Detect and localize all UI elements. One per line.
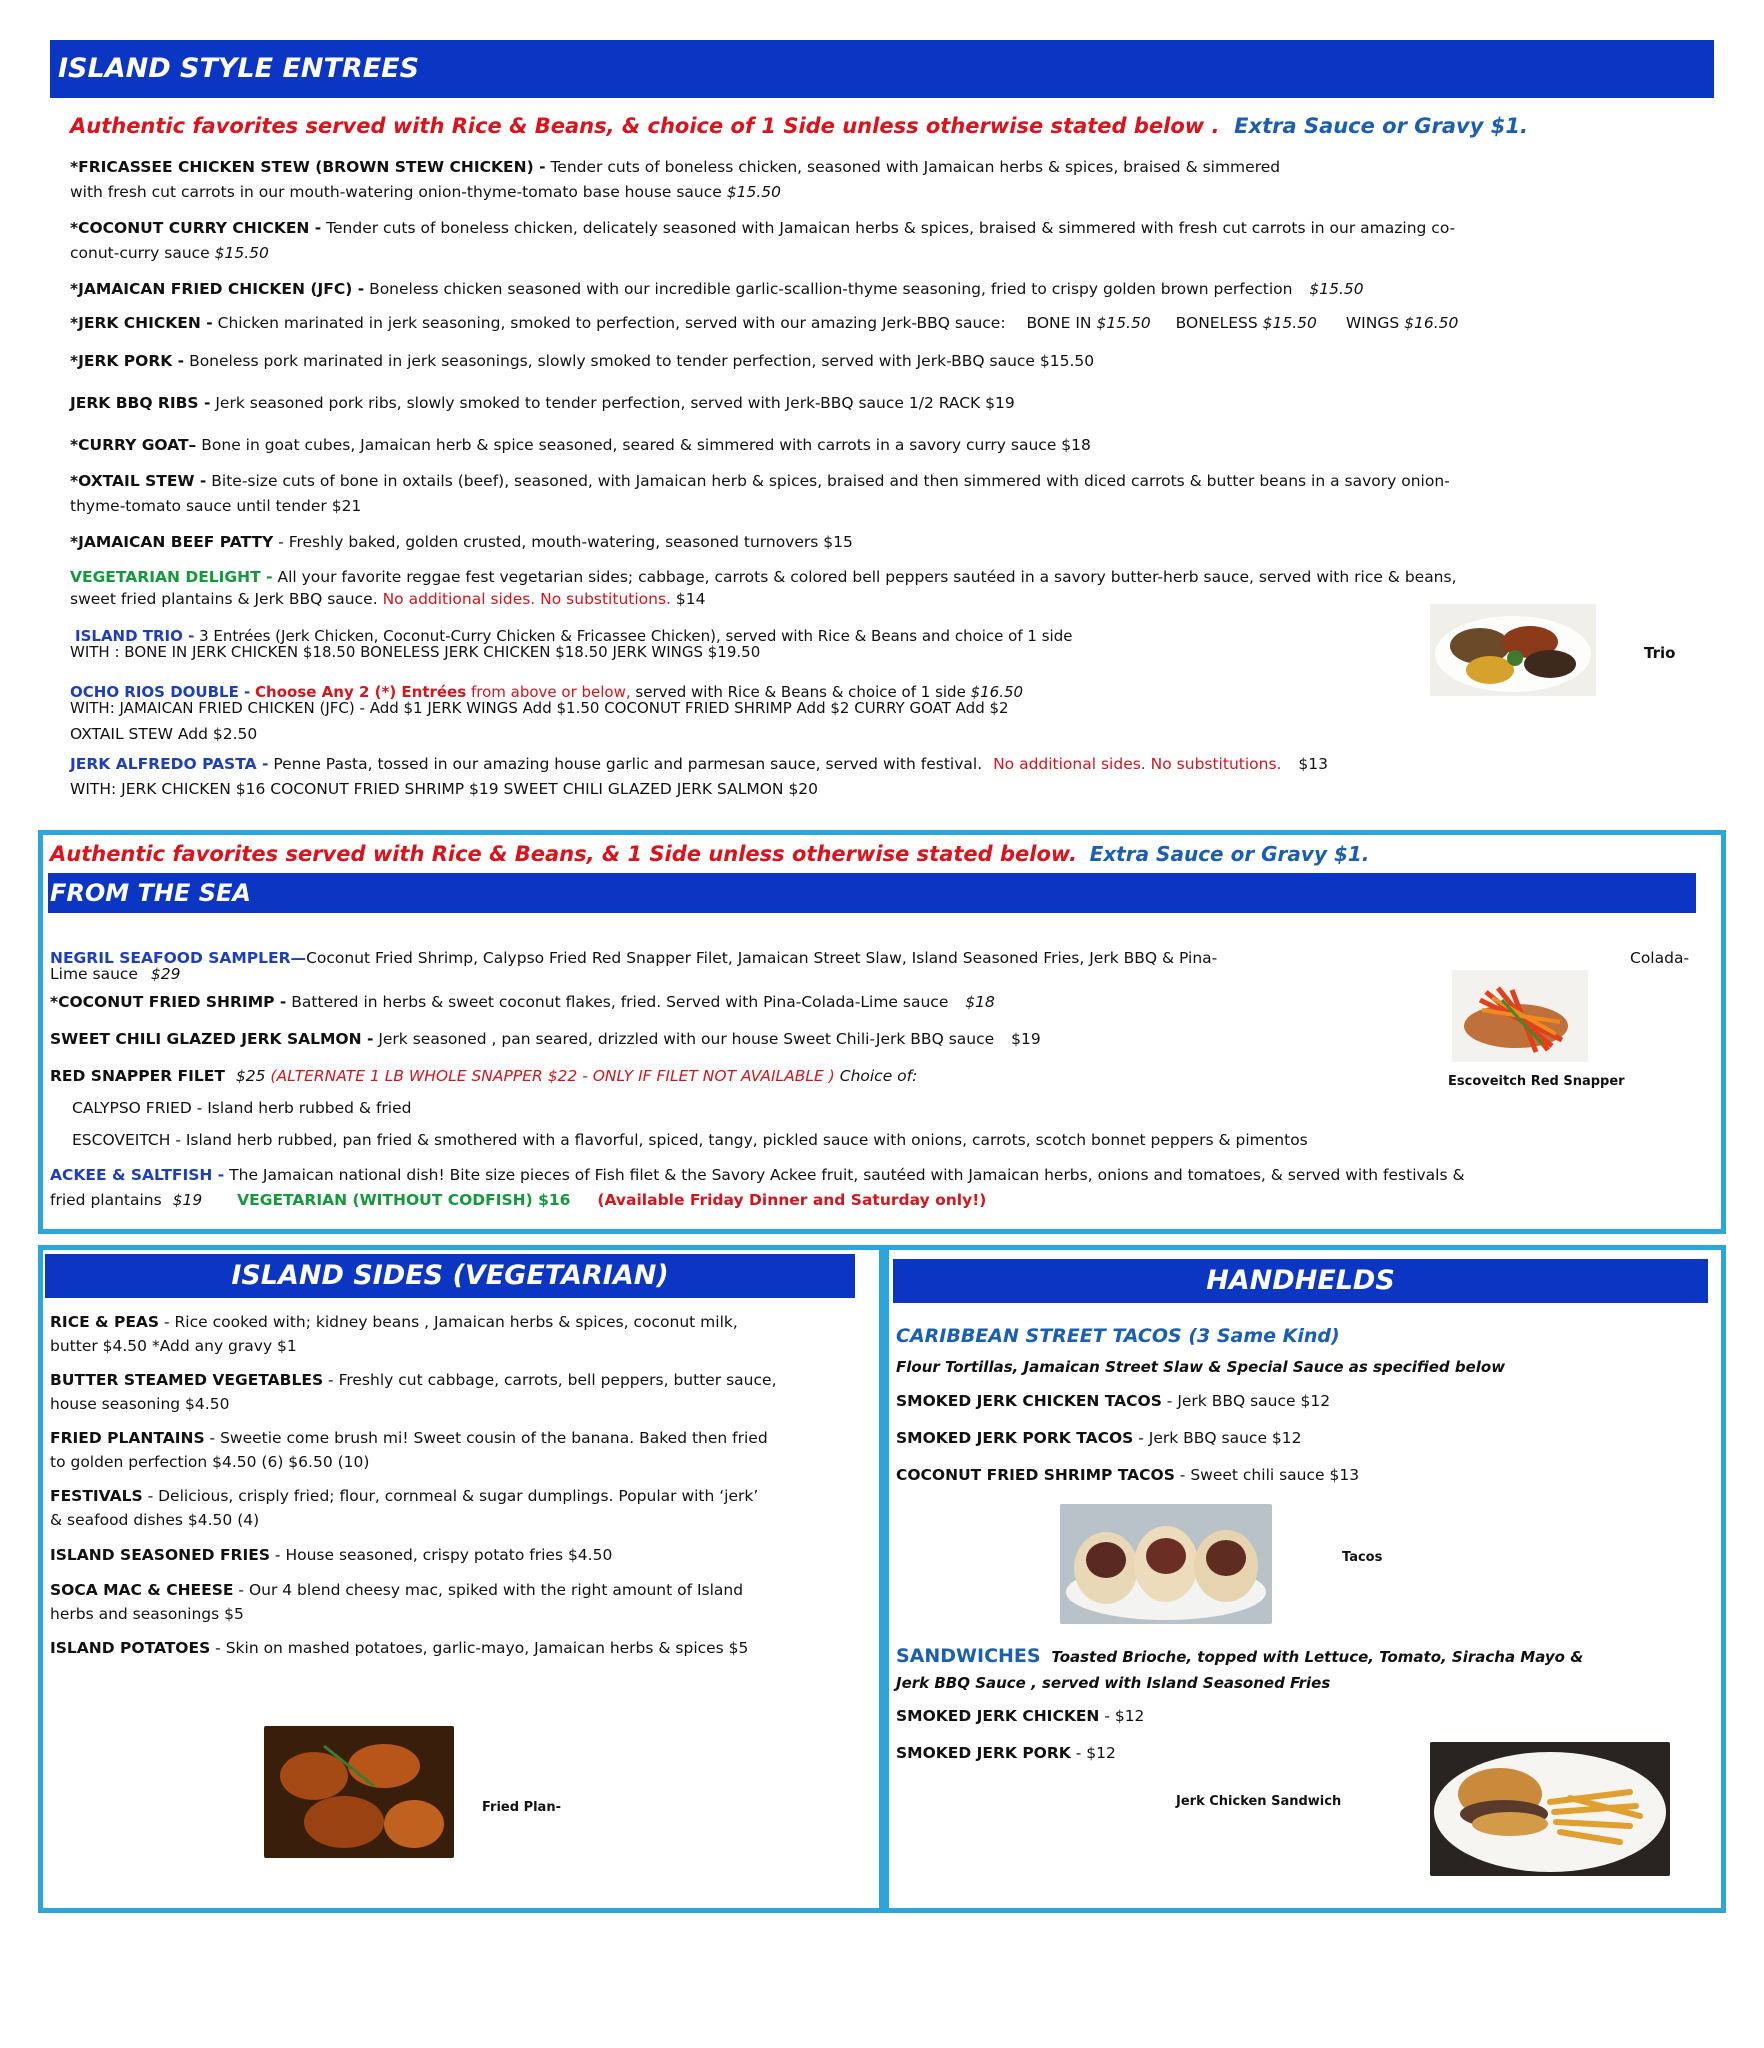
sandwiches-heading: SANDWICHES Toasted Brioche, topped with Lettuce, Tomato, Siracha Mayo & <box>896 1645 1584 1667</box>
menu-item-coconut-shrimp: *COCONUT FRIED SHRIMP - Battered in herbs & sweet coconut flakes, fried. Served with Pina-Colada-Lime sauce $18 <box>50 993 995 1011</box>
menu-item-jerk-pork: *JERK PORK - Boneless pork marinated in jerk seasonings, slowly smoked to tender perfection, served with Jerk-BBQ sauce $15.50 <box>70 352 1095 370</box>
menu-item-ocho-rios-double: OCHO RIOS DOUBLE - Choose Any 2 (*) Entrées from above or below, served with Rice & Beans & choice of 1 side $16.50 WITH: JAMAICAN FRIED CHICKEN (JFC) - Add $1 JERK WINGS Add $1.50 COCONUT FRIED SHRIMP Add $2 CURRY GOAT Add $2 <box>70 683 1024 717</box>
menu-item-jerk-salmon: SWEET CHILI GLAZED JERK SALMON - Jerk seasoned , pan seared, drizzled with our house Sweet Chili-Jerk BBQ sauce $19 <box>50 1030 1041 1048</box>
ocho-rios-oxtail-addon: OXTAIL STEW Add $2.50 <box>70 725 258 743</box>
menu-item-jerk-alfredo: JERK ALFREDO PASTA - Penne Pasta, tossed in our amazing house garlic and parmesan sauce, served with festival. No additional sides. No substitutions. $13 WITH: JERK CHICKEN $16 COCONUT FRIED SHRIMP $19 SWEET CHILI GLAZED JERK SALMON $20 <box>70 755 1328 798</box>
sandwiches-title: SANDWICHES <box>896 1645 1041 1667</box>
sandwich-item-jerk-chicken: SMOKED JERK CHICKEN - $12 <box>896 1707 1145 1725</box>
sea-title: FROM THE SEA <box>50 879 251 907</box>
taco-item-coconut-shrimp: COCONUT FRIED SHRIMP TACOS - Sweet chili sauce $13 <box>896 1466 1360 1484</box>
menu-item-coconut-curry: *COCONUT CURRY CHICKEN - Tender cuts of boneless chicken, delicately seasoned with Jamaican herbs & spices, braised & simmered with fresh cut carrots in our amazing co- conut-curry sauce $15.50 <box>70 219 1456 262</box>
handhelds-header <box>893 1259 1708 1303</box>
trio-photo <box>1430 604 1596 696</box>
sides-title: ISLAND SIDES (VEGETARIAN) <box>231 1260 669 1291</box>
escoveitch-caption: Escoveitch Red Snapper <box>1448 1074 1625 1089</box>
menu-item-ackee-saltfish: ACKEE & SALTFISH - The Jamaican national dish! Bite size pieces of Fish filet & the Savory Ackee fruit, sautéed with Jamaican herbs, onions and tomatoes, & served with festivals & fried plantains $19 VEGETARIAN (WITHOUT CODFISH) $16 (Available Friday Dinner and Saturday only!) <box>50 1166 1465 1209</box>
menu-item-jerk-ribs: JERK BBQ RIBS - Jerk seasoned pork ribs, slowly smoked to tender perfection, served with Jerk-BBQ sauce 1/2 RACK $19 <box>70 394 1015 412</box>
side-item-seasoned-fries: ISLAND SEASONED FRIES - House seasoned, crispy potato fries $4.50 <box>50 1546 613 1564</box>
sea-banner-main: Authentic favorites served with Rice & Beans, & 1 Side unless otherwise stated below. <box>50 842 1077 866</box>
handhelds-title: HANDHELDS <box>1206 1265 1395 1296</box>
entrees-banner-extra: Extra Sauce or Gravy $1. <box>1234 114 1528 138</box>
tacos-photo <box>1060 1504 1272 1624</box>
sea-header <box>48 873 1696 913</box>
entrees-header <box>50 40 1714 98</box>
menu-item-jerk-chicken: *JERK CHICKEN - Chicken marinated in jerk seasoning, smoked to perfection, served with our amazing Jerk-BBQ sauce: BONE IN $15.50 BONELESS $15.50 WINGS $16.50 <box>70 314 1459 332</box>
entrees-banner-main: Authentic favorites served with Rice & Beans, & choice of 1 Side unless otherwise stated below . <box>70 114 1220 138</box>
side-item-fried-plantains: FRIED PLANTAINS - Sweetie come brush mi! Sweet cousin of the banana. Baked then fried to golden perfection $4.50 (6) $6.50 (10) <box>50 1429 768 1471</box>
menu-item-vegetarian-delight: VEGETARIAN DELIGHT - All your favorite reggae fest vegetarian sides; cabbage, carrots & colored bell peppers sautéed in a savory butter-herb sauce, served with rice & beans, sweet fried plantains & Jerk BBQ sauce. No additional sides. No substitutions. $14 <box>70 568 1457 608</box>
side-item-island-potatoes: ISLAND POTATOES - Skin on mashed potatoes, garlic-mayo, Jamaican herbs & spices $5 <box>50 1639 749 1657</box>
escoveitch-plate-image <box>1452 970 1588 1062</box>
taco-item-jerk-pork: SMOKED JERK PORK TACOS - Jerk BBQ sauce $12 <box>896 1429 1302 1447</box>
menu-item-beef-patty: *JAMAICAN BEEF PATTY - Freshly baked, golden crusted, mouth-watering, seasoned turnovers $15 <box>70 533 853 551</box>
side-item-butter-vegetables: BUTTER STEAMED VEGETABLES - Freshly cut cabbage, carrots, bell peppers, butter sauce, house seasoning $4.50 <box>50 1371 777 1413</box>
menu-item-fricassee: *FRICASSEE CHICKEN STEW (BROWN STEW CHICKEN) - Tender cuts of boneless chicken, seasoned with Jamaican herbs & spices, braised & simmered with fresh cut carrots in our mouth-watering onion-thyme-tomato base house sauce $15.50 <box>70 158 1281 201</box>
trio-plate-image <box>1430 604 1596 696</box>
sea-banner <box>50 842 1369 866</box>
fried-plantains-photo <box>264 1726 454 1858</box>
sampler-overflow-text: Colada- <box>1630 949 1690 967</box>
menu-item-jfc: *JAMAICAN FRIED CHICKEN (JFC) - Boneless chicken seasoned with our incredible garlic-scallion-thyme seasoning, fried to crispy golden brown perfection $15.50 <box>70 280 1364 298</box>
menu-item-oxtail: *OXTAIL STEW - Bite-size cuts of bone in oxtails (beef), seasoned, with Jamaican herb & spices, braised and then simmered with diced carrots & butter beans in a savory onion- thyme-tomato sauce until tender $21 <box>70 472 1450 515</box>
entrees-title: ISLAND STYLE ENTREES <box>58 53 420 84</box>
tacos-title: CARIBBEAN STREET TACOS (3 Same Kind) <box>896 1325 1340 1347</box>
menu-item-red-snapper: RED SNAPPER FILET $25 (ALTERNATE 1 LB WHOLE SNAPPER $22 - ONLY IF FILET NOT AVAILABLE ) Choice of: <box>50 1067 918 1085</box>
tacos-caption: Tacos <box>1342 1550 1383 1565</box>
menu-item-curry-goat: *CURRY GOAT– Bone in goat cubes, Jamaican herb & spice seasoned, seared & simmered with carrots in a savory curry sauce $18 <box>70 436 1091 454</box>
trio-caption: Trio <box>1644 644 1676 662</box>
snapper-option-calypso: CALYPSO FRIED - Island herb rubbed & fried <box>72 1099 412 1117</box>
menu-item-island-trio: ISLAND TRIO - 3 Entrées (Jerk Chicken, Coconut-Curry Chicken & Fricassee Chicken), served with Rice & Beans and choice of 1 side WITH : BONE IN JERK CHICKEN $18.50 BONELESS JERK CHICKEN $18.50 JERK WINGS $19.50 <box>70 627 1073 661</box>
snapper-option-escoveitch: ESCOVEITCH - Island herb rubbed, pan fried & smothered with a flavorful, spiced, tangy, pickled sauce with onions, carrots, scotch bonnet peppers & pimentos <box>72 1131 1308 1149</box>
sides-header <box>45 1254 855 1298</box>
plantains-image <box>264 1726 454 1858</box>
sea-banner-extra: Extra Sauce or Gravy $1. <box>1089 842 1370 866</box>
entrees-banner <box>70 114 1528 138</box>
sandwich-caption: Jerk Chicken Sandwich <box>1176 1794 1342 1809</box>
taco-item-jerk-chicken: SMOKED JERK CHICKEN TACOS - Jerk BBQ sauce $12 <box>896 1392 1331 1410</box>
menu-item-negril-sampler: NEGRIL SEAFOOD SAMPLER—Coconut Fried Shrimp, Calypso Fried Red Snapper Filet, Jamaican Street Slaw, Island Seasoned Fries, Jerk BBQ & Pina- Lime sauce $29 <box>50 949 1218 983</box>
tacos-subtitle: Flour Tortillas, Jamaican Street Slaw & Special Sauce as specified below <box>896 1358 1506 1376</box>
tacos-image <box>1060 1504 1272 1624</box>
fried-plantains-caption: Fried Plan- <box>482 1800 561 1815</box>
jerk-chicken-sandwich-photo <box>1430 1742 1670 1876</box>
sandwich-item-jerk-pork: SMOKED JERK PORK - $12 <box>896 1744 1116 1762</box>
escoveitch-snapper-photo <box>1452 970 1588 1062</box>
side-item-festivals: FESTIVALS - Delicious, crisply fried; flour, cornmeal & sugar dumplings. Popular with ‘jerk’ & seafood dishes $4.50 (4) <box>50 1487 759 1529</box>
sandwich-image <box>1430 1742 1670 1876</box>
side-item-soca-mac: SOCA MAC & CHEESE - Our 4 blend cheesy mac, spiked with the right amount of Island herbs and seasonings $5 <box>50 1581 744 1623</box>
side-item-rice-peas: RICE & PEAS - Rice cooked with; kidney beans , Jamaican herbs & spices, coconut milk, butter $4.50 *Add any gravy $1 <box>50 1313 738 1355</box>
sandwiches-subtitle-2: Jerk BBQ Sauce , served with Island Seasoned Fries <box>896 1674 1331 1692</box>
